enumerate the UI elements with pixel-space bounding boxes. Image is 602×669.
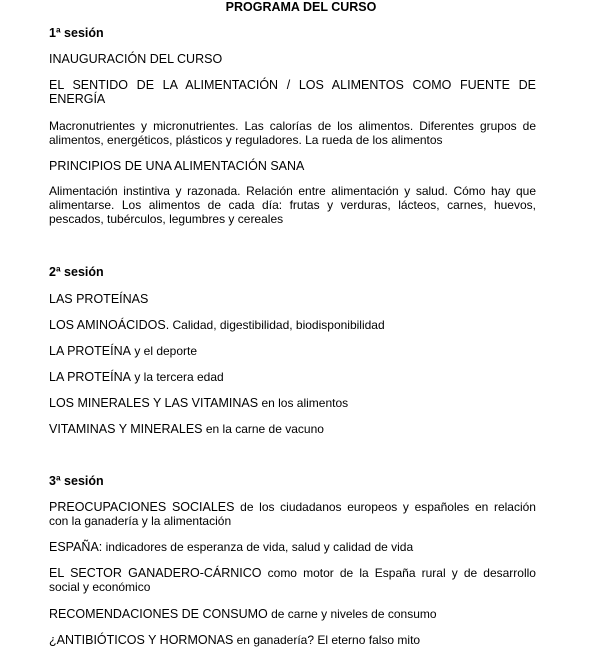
session-1-item-1: [49, 52, 536, 66]
item-text: y la tercera edad: [130, 370, 224, 384]
session-3-item-1: [49, 500, 536, 528]
session-1-item-2: [49, 78, 536, 106]
item-heading: LAS PROTEÍNAS: [49, 292, 149, 306]
document-title: PROGRAMA DEL CURSO: [225, 0, 377, 14]
session-1-item-4: [49, 159, 536, 173]
session-1-item-3: [49, 119, 536, 147]
item-text: en la carne de vacuno: [202, 422, 324, 436]
session-2-item-5: [49, 396, 536, 410]
item-heading: VITAMINAS Y MINERALES: [49, 422, 203, 436]
item-heading: EL SENTIDO DE LA ALIMENTACIÓN / LOS ALIMENTOS COMO FUENTE DE ENERGÍA: [49, 78, 536, 106]
session-1-heading: 1ª sesión: [49, 26, 104, 40]
item-text: en los alimentos: [258, 396, 349, 410]
item-text: indicadores de esperanza de vida, salud y calidad de vida: [102, 540, 414, 554]
session-2-item-3: [49, 344, 536, 358]
item-text: Alimentación instintiva y razonada. Relación entre alimentación y salud. Cómo hay que alimentarse. Los alimentos de cada día: frutas y verduras, lácteos, carnes, huevos, pescados, tubérculos, legumbres y cereales: [49, 184, 536, 226]
item-heading: RECOMENDACIONES DE CONSUMO: [49, 607, 268, 621]
item-heading: LA PROTEÍNA: [49, 370, 131, 384]
item-text: Calidad, digestibilidad, biodisponibilidad: [169, 318, 385, 332]
item-heading: ¿ANTIBIÓTICOS Y HORMONAS: [49, 633, 234, 647]
item-heading: LOS MINERALES Y LAS VITAMINAS: [49, 396, 259, 410]
item-text: Macronutrientes y micronutrientes. Las calorías de los alimentos. Diferentes grupos de alimentos, energéticos, plásticos y reguladores. La rueda de los alimentos: [49, 119, 536, 147]
item-text: como motor de la España rural y de desarrollo social y económico: [49, 566, 536, 594]
session-2-item-4: [49, 370, 536, 384]
item-heading: ESPAÑA:: [49, 540, 103, 554]
session-3-item-4: [49, 607, 536, 621]
session-2-heading: 2ª sesión: [49, 265, 104, 279]
item-heading: PREOCUPACIONES SOCIALES: [49, 500, 235, 514]
item-text: de los ciudadanos europeos y españoles en relación con la ganadería y la alimentación: [49, 500, 536, 528]
item-heading: EL SECTOR GANADERO-CÁRNICO: [49, 566, 262, 580]
item-text: y el deporte: [130, 344, 198, 358]
session-3-item-5: [49, 633, 536, 647]
item-heading: LOS AMINOÁCIDOS.: [49, 318, 170, 332]
session-2-item-2: [49, 318, 536, 332]
item-heading: LA PROTEÍNA: [49, 344, 131, 358]
session-3-item-3: [49, 566, 536, 594]
item-text: en ganadería? El eterno falso mito: [233, 633, 421, 647]
session-2-item-1: [49, 292, 536, 306]
session-1-item-5: [49, 184, 536, 226]
item-heading: PRINCIPIOS DE UNA ALIMENTACIÓN SANA: [49, 159, 305, 173]
session-3-heading: 3ª sesión: [49, 474, 104, 488]
item-heading: INAUGURACIÓN DEL CURSO: [49, 52, 223, 66]
session-2-item-6: [49, 422, 536, 436]
session-3-item-2: [49, 540, 536, 554]
item-text: de carne y niveles de consumo: [267, 607, 437, 621]
